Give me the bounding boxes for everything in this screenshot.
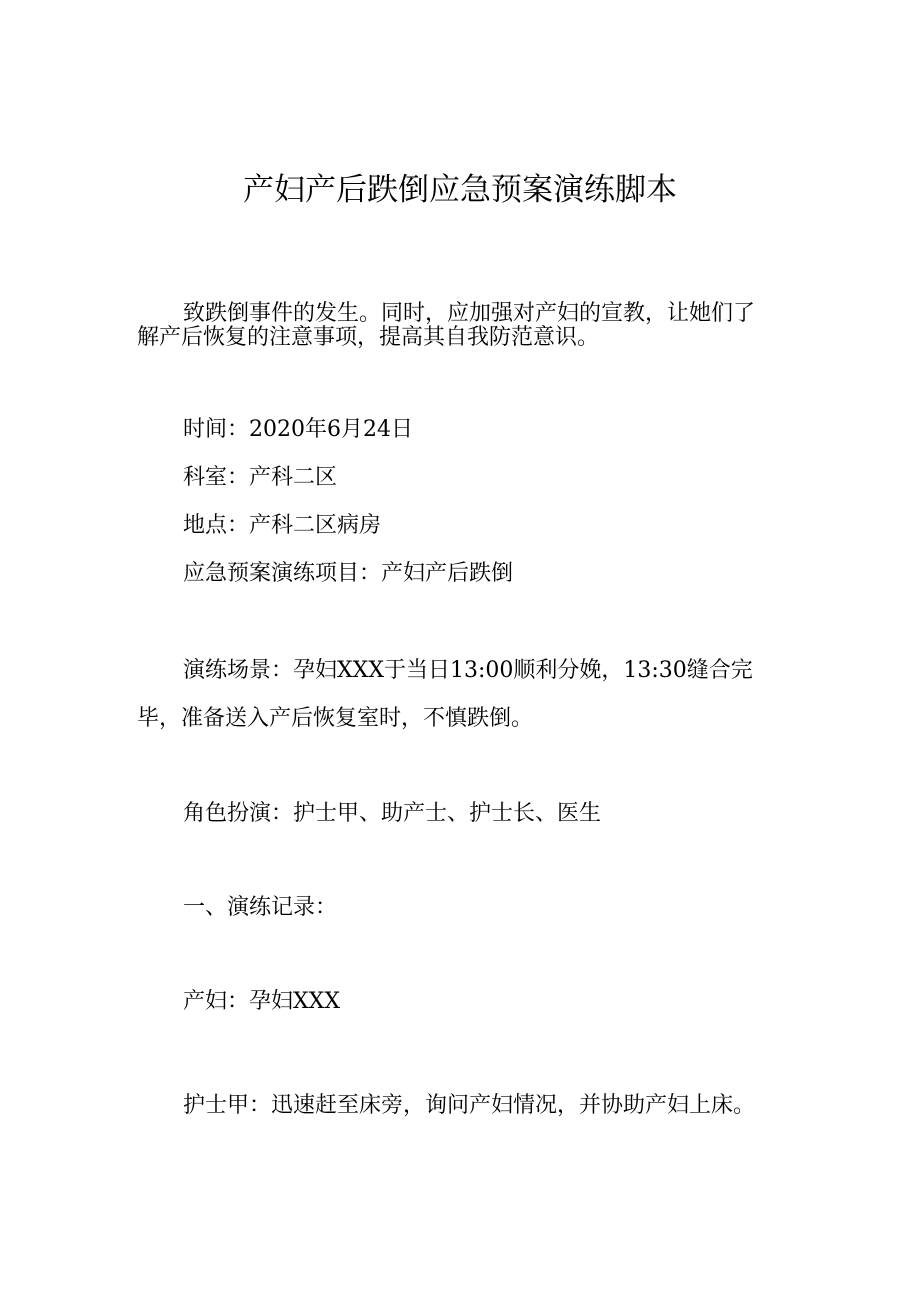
time-line: 时间：2020年6月24日: [183, 417, 413, 442]
document-title: 产妇产后跌倒应急预案演练脚本: [243, 172, 677, 208]
patient-line: 产妇：孕妇XXX: [183, 989, 340, 1014]
nurse-a-line: 护士甲：迅速赶至床旁，询问产妇情况，并协助产妇上床。: [183, 1093, 756, 1118]
scene-line-2: 毕，准备送入产后恢复室时，不慎跌倒。: [137, 706, 534, 731]
roles-line: 角色扮演：护士甲、助产士、护士长、医生: [183, 801, 602, 826]
location-line: 地点：产科二区病房: [183, 513, 382, 538]
department-line: 科室：产科二区: [183, 465, 338, 490]
intro-line-2: 解产后恢复的注意事项，提高其自我防范意识。: [137, 325, 600, 350]
intro-line-1: 致跌倒事件的发生。同时，应加强对产妇的宣教，让她们了: [183, 301, 756, 326]
scene-line-1: 演练场景：孕妇XXX于当日13:00顺利分娩，13:30缝合完: [183, 658, 753, 683]
project-line: 应急预案演练项目：产妇产后跌倒: [183, 561, 514, 586]
section-heading-1: 一、演练记录：: [183, 895, 338, 920]
